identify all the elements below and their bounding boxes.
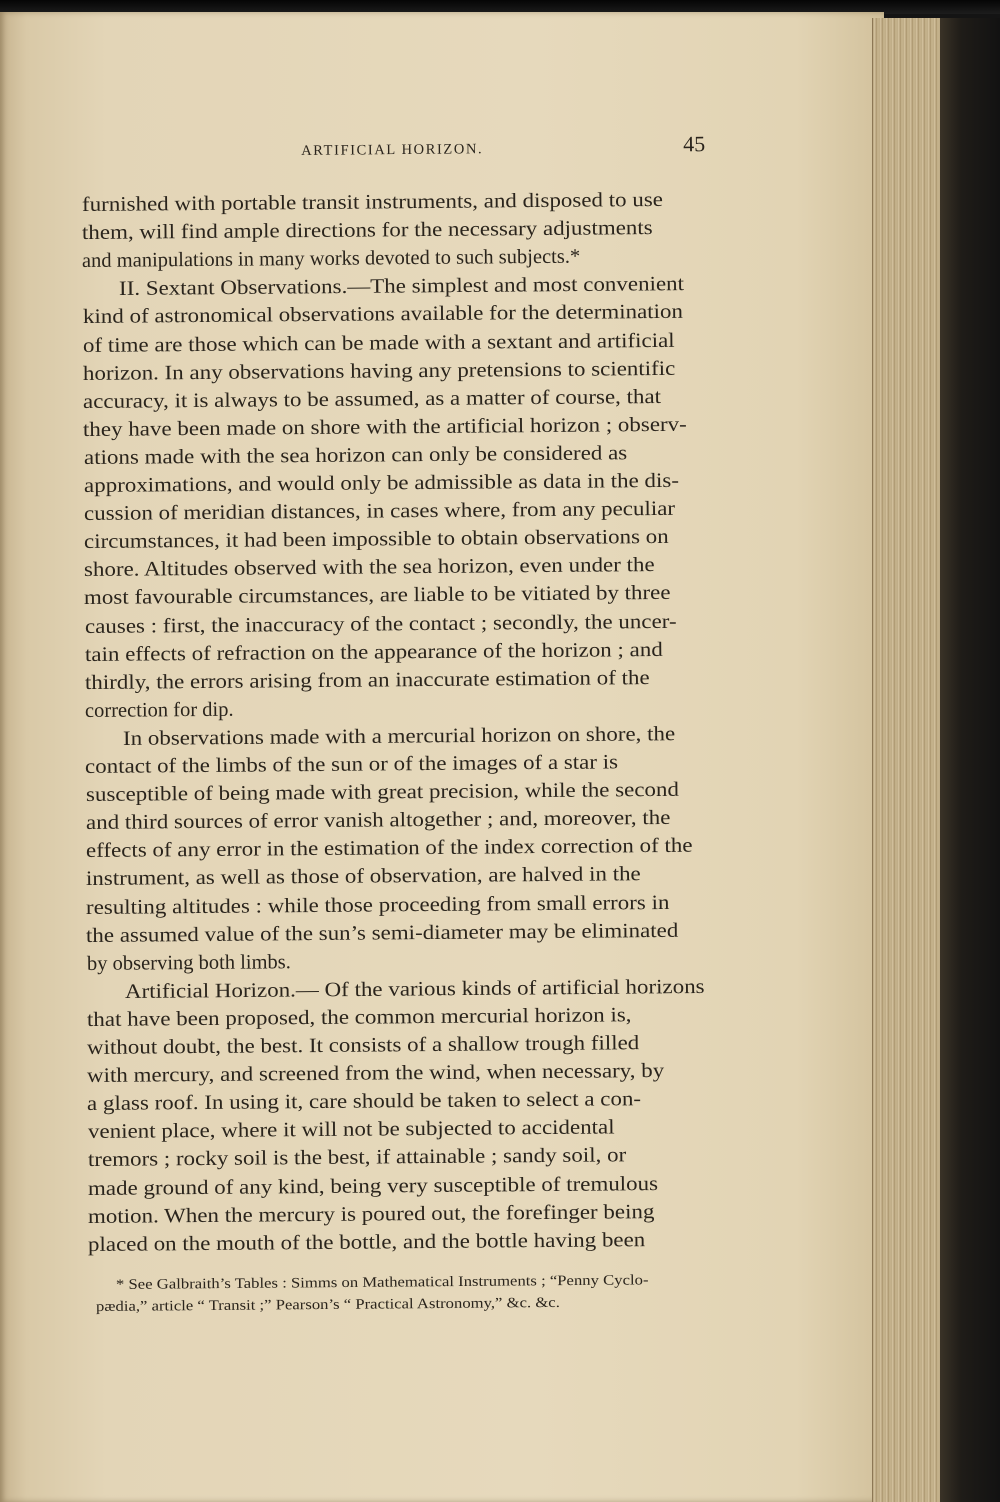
text-line: venient place, where it will not be subjected to accidental xyxy=(87,1116,615,1144)
text-line: shore. Altitudes observed with the sea horizon, even under the xyxy=(84,554,655,582)
text-line: instrument, as well as those of observation, are halved in the xyxy=(85,863,641,891)
text-line: the assumed value of the sun’s semi-diameter may be eliminated xyxy=(86,919,679,947)
text-line: that have been proposed, the common mercurial horizon is, xyxy=(86,1004,632,1031)
text-line: susceptible of being made with great precision, while the second xyxy=(85,778,679,807)
text-line: horizon. In any observations having any pretensions to scientific xyxy=(82,357,676,385)
text-line: made ground of any kind, being very susceptible of tremulous xyxy=(87,1172,659,1200)
running-head xyxy=(301,129,741,163)
text-line: and third sources of error vanish altogether ; and, moreover, the xyxy=(85,807,671,835)
binding-shadow xyxy=(940,18,1000,1502)
text-line: kind of astronomical observations available for the determination xyxy=(82,301,683,329)
text-line: In observations made with a mercurial horizon on shore, the xyxy=(123,723,676,750)
text-line: them, will find ample directions for the necessary adjustments xyxy=(82,217,653,245)
text-line: ations made with the sea horizon can only be considered as xyxy=(83,442,627,469)
text-line: Artificial Horizon.— Of the various kinds of artificial horizons xyxy=(124,975,705,1003)
text-line: cussion of meridian distances, in cases where, from any peculiar xyxy=(83,497,675,526)
footnote-line: * See Galbraith’s Tables : Simms on Mathematical Instruments ; “Penny Cyclo- xyxy=(115,1272,649,1293)
text-line: by observing both limbs. xyxy=(86,950,291,975)
text-line: most favourable circumstances, are liable to be vitiated by three xyxy=(84,582,671,610)
running-head-title: ARTIFICIAL HORIZON. xyxy=(301,141,484,159)
text-line: thirdly, the errors arising from an inaccurate estimation of the xyxy=(84,666,650,694)
text-line: approximations, and would only be admissible as data in the dis- xyxy=(83,469,679,497)
text-line: II. Sextant Observations.—The simplest and most convenient xyxy=(118,273,684,301)
text-line: tain effects of refraction on the appearance of the horizon ; and xyxy=(84,638,663,666)
text-line: of time are those which can be made with a sextant and artificial xyxy=(82,329,675,357)
text-line: correction for dip. xyxy=(84,698,234,722)
text-line: and manipulations in many works devoted to such subjects.* xyxy=(82,245,581,273)
text-line: causes : first, the inaccuracy of the contact ; secondly, the uncer- xyxy=(84,610,677,638)
text-line: effects of any error in the estimation of the index correction of the xyxy=(85,835,693,863)
text-line: resulting altitudes : while those proceeding from small errors in xyxy=(86,891,670,919)
page-number: 45 xyxy=(683,131,706,157)
text-line: tremors ; rocky soil is the best, if attainable ; sandy soil, or xyxy=(87,1144,627,1172)
text-line: without doubt, the best. It consists of a shallow trough filled xyxy=(86,1032,640,1059)
text-line: contact of the limbs of the sun or of the images of a star is xyxy=(85,751,619,778)
text-line: a glass roof. In using it, care should be taken to select a con- xyxy=(87,1088,642,1116)
text-line: they have been made on shore with the artificial horizon ; observ- xyxy=(83,413,688,441)
text-line: motion. When the mercury is poured out, the forefinger being xyxy=(88,1200,655,1228)
text-line: placed on the mouth of the bottle, and the bottle having been xyxy=(88,1228,646,1256)
footnote-line: pædia,” article “ Transit ;” Pearson’s “ Practical Astronomy,” &c. &c. xyxy=(95,1294,560,1315)
text-line: circumstances, it had been impossible to obtain observations on xyxy=(83,526,669,554)
text-line: accuracy, it is always to be assumed, as a matter of course, that xyxy=(83,385,662,413)
text-line: furnished with portable transit instruments, and disposed to use xyxy=(81,188,663,216)
text-line: with mercury, and screened from the wind, when necessary, by xyxy=(87,1060,665,1088)
